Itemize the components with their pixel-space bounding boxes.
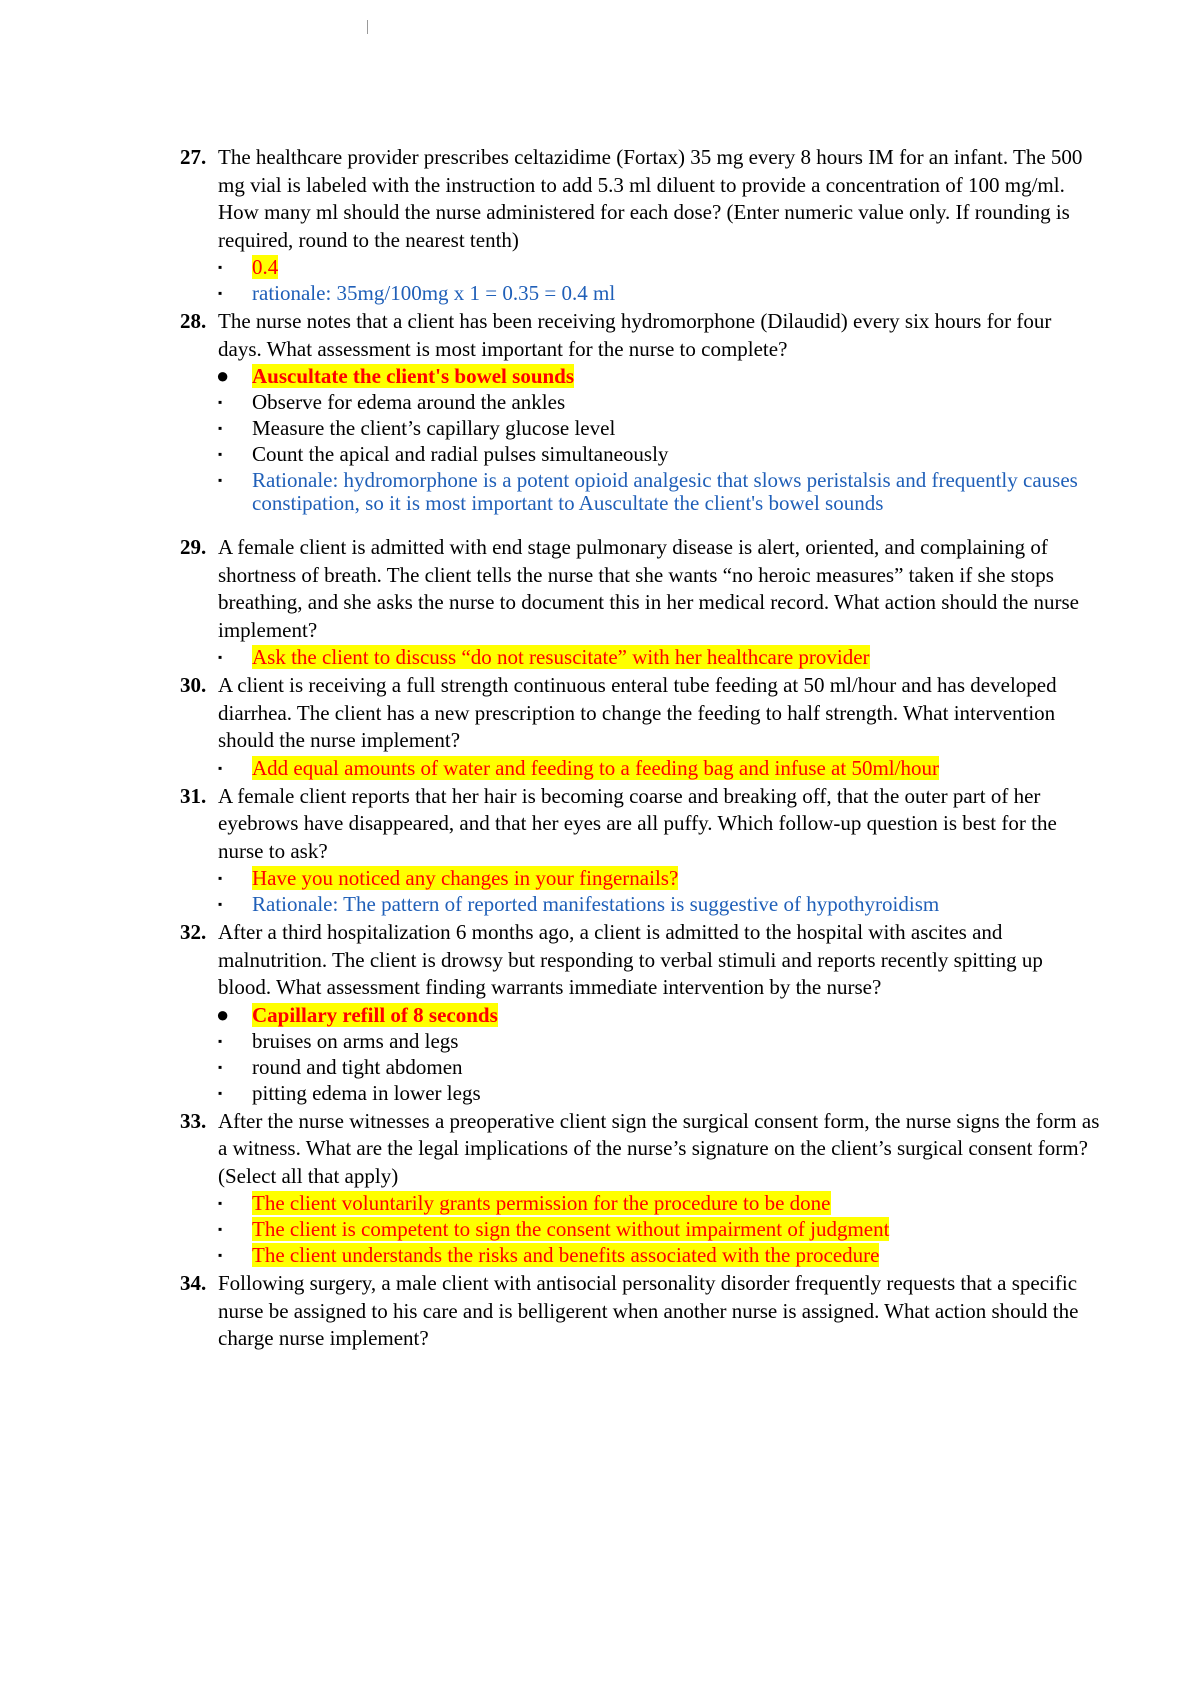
option-text: Measure the client’s capillary glucose level	[252, 416, 616, 440]
answer-option	[180, 646, 1100, 669]
rationale-item	[180, 893, 1100, 916]
bullet-icon: ▪	[218, 1059, 223, 1074]
question-number: 29.	[180, 535, 207, 559]
bullet-icon: ▪	[218, 1196, 223, 1210]
bullet-icon: ▪	[218, 473, 223, 487]
correct-answer: The client voluntarily grants permission for the procedure to be done	[252, 1191, 831, 1215]
bullet-icon: ▪	[218, 1033, 223, 1048]
rationale-item	[180, 282, 1100, 305]
bullet-icon: ▪	[218, 1085, 223, 1100]
correct-answer: Ask the client to discuss “do not resuscitate” with her healthcare provider	[252, 645, 870, 669]
spacer	[180, 518, 1100, 534]
answer-option	[180, 867, 1100, 890]
bullet-icon: ▪	[218, 1222, 223, 1236]
answer-option	[180, 1192, 1100, 1215]
question-text: A female client is admitted with end stage pulmonary disease is alert, oriented, and complaining of shortness of breath. The client tells the nurse that she wants “no heroic measures” taken if she stops breathing, and she asks the nurse to document this in her medical record. What action should the nurse implement?	[218, 535, 1079, 642]
question-29	[180, 534, 1100, 644]
bullet-icon: ▪	[218, 1248, 223, 1262]
question-text: Following surgery, a male client with antisocial personality disorder frequently requests that a specific nurse be assigned to his care and is belligerent when another nurse is assigned. What action should the charge nurse implement?	[218, 1271, 1079, 1350]
correct-answer: Add equal amounts of water and feeding to a feeding bag and infuse at 50ml/hour	[252, 755, 939, 780]
option-text: Observe for edema around the ankles	[252, 390, 566, 414]
bullet-icon: ▪	[218, 871, 223, 885]
answer-list	[180, 256, 1100, 305]
question-number: 33.	[180, 1108, 207, 1133]
bullet-icon: ▪	[218, 760, 223, 775]
answer-option	[180, 443, 1100, 466]
rationale-text: Rationale: hydromorphone is a potent opioid analgesic that slows peristalsis and frequently causes constipation, so it is most important to Auscultate the client's bowel sounds	[252, 468, 1078, 515]
question-text: After a third hospitalization 6 months ago, a client is admitted to the hospital with ascites and malnutrition. The client is drowsy but responding to verbal stimuli and reports recently spitting up blood. What assessment finding warrants immediate intervention by the nurse?	[218, 920, 1043, 999]
bullet-icon: ▪	[218, 447, 223, 461]
answer-list	[180, 365, 1100, 515]
answer-list	[180, 1192, 1100, 1267]
answer-list	[180, 646, 1100, 669]
bullet-icon: ▪	[218, 421, 223, 435]
question-text: After the nurse witnesses a preoperative client sign the surgical consent form, the nurse signs the form as a witness. What are the legal implications of the nurse’s signature on the client’s surgical consent form? (Select all that apply)	[218, 1108, 1100, 1188]
question-number: 31.	[180, 783, 207, 808]
bullet-icon: ▪	[218, 897, 223, 911]
document-body	[180, 144, 1100, 1353]
question-33	[180, 1108, 1100, 1191]
question-34	[180, 1270, 1100, 1353]
answer-option	[180, 1244, 1100, 1267]
question-30	[180, 672, 1100, 755]
option-text: round and tight abdomen	[252, 1054, 463, 1079]
question-text: A client is receiving a full strength continuous enteral tube feeding at 50 ml/hour and has developed diarrhea. The client has a new prescription to change the feeding to half strength. What intervention should the nurse implement?	[218, 673, 1057, 752]
text-cursor-mark	[367, 20, 368, 34]
question-32	[180, 919, 1100, 1002]
question-text: A female client reports that her hair is becoming coarse and breaking off, that the outer part of her eyebrows have disappeared, and that her eyes are all puffy. Which follow-up question is best for the nurse to ask?	[218, 783, 1057, 863]
correct-answer: 0.4	[252, 255, 279, 279]
question-number: 28.	[180, 309, 207, 333]
bullet-icon: ▪	[218, 650, 223, 664]
correct-answer: The client is competent to sign the consent without impairment of judgment	[252, 1217, 890, 1241]
correct-answer: The client understands the risks and benefits associated with the procedure	[252, 1243, 880, 1267]
bullet-icon: ●	[216, 363, 230, 388]
answer-option	[180, 1056, 1100, 1079]
question-number: 32.	[180, 920, 207, 944]
correct-answer: Capillary refill of 8 seconds	[252, 1002, 498, 1027]
answer-list	[180, 757, 1100, 780]
answer-option	[180, 256, 1100, 279]
answer-option	[180, 1218, 1100, 1241]
question-number: 27.	[180, 145, 207, 169]
bullet-icon: ▪	[218, 286, 223, 300]
rationale-text: Rationale: The pattern of reported manifestations is suggestive of hypothyroidism	[252, 892, 940, 916]
question-text: The healthcare provider prescribes celtazidime (Fortax) 35 mg every 8 hours IM for an infant. The 500 mg vial is labeled with the instruction to add 5.3 ml diluent to provide a concentration of 100 mg/ml. How many ml should the nurse administered for each dose? (Enter numeric value only. If rounding is required, round to the nearest tenth)	[218, 145, 1083, 252]
answer-option	[180, 391, 1100, 414]
question-28	[180, 308, 1100, 363]
question-number: 30.	[180, 673, 207, 697]
answer-option	[180, 1001, 1100, 1027]
bullet-icon: ▪	[218, 395, 223, 409]
correct-answer: Have you noticed any changes in your fingernails?	[252, 866, 679, 890]
answer-option	[180, 1082, 1100, 1105]
rationale-item	[180, 469, 1100, 515]
answer-option	[180, 757, 1100, 780]
rationale-text: rationale: 35mg/100mg x 1 = 0.35 = 0.4 ml	[252, 281, 616, 305]
bullet-icon: ▪	[218, 260, 223, 274]
question-text: The nurse notes that a client has been receiving hydromorphone (Dilaudid) every six hours for four days. What assessment is most important for the nurse to complete?	[218, 309, 1052, 361]
option-text: pitting edema in lower legs	[252, 1080, 481, 1105]
option-text: bruises on arms and legs	[252, 1028, 459, 1053]
question-31	[180, 783, 1100, 866]
answer-option	[180, 1030, 1100, 1053]
option-text: Count the apical and radial pulses simultaneously	[252, 442, 669, 466]
bullet-icon: ●	[216, 1001, 230, 1027]
question-number: 34.	[180, 1271, 207, 1295]
answer-option	[180, 365, 1100, 388]
correct-answer: Auscultate the client's bowel sounds	[252, 364, 575, 388]
answer-option	[180, 417, 1100, 440]
question-27	[180, 144, 1100, 254]
answer-list	[180, 1001, 1100, 1105]
answer-list	[180, 867, 1100, 916]
